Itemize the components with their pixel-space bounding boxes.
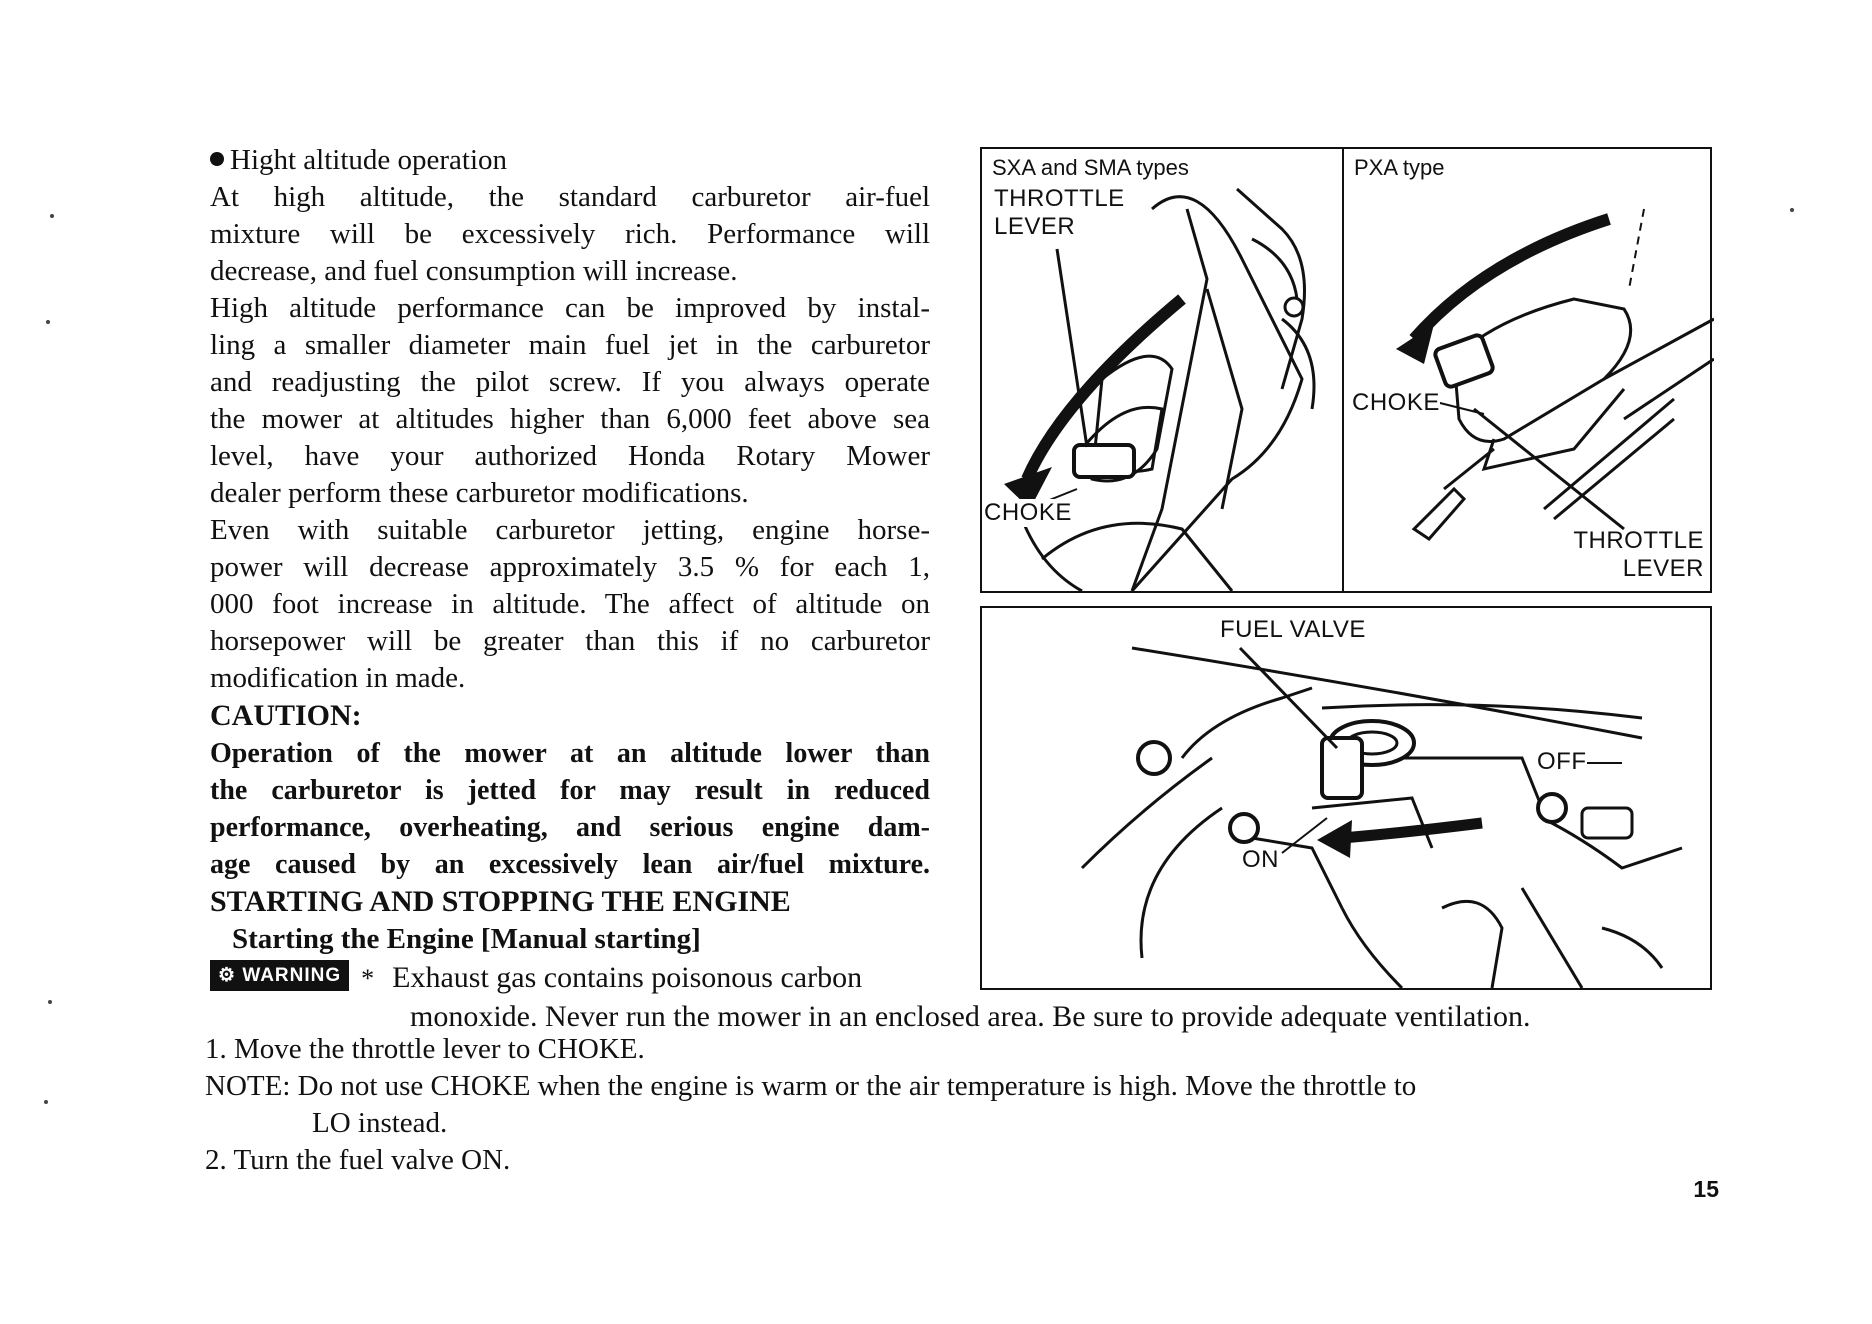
sub-title: Starting the Engine [Manual starting] [232, 923, 701, 955]
caution-text [210, 735, 930, 883]
fuel-valve-figure [980, 606, 1712, 990]
scan-mark [1790, 208, 1794, 212]
lever-label: LEVER [994, 213, 1076, 240]
note-line-2: LO instead. [312, 1107, 448, 1139]
step-1: 1. Move the throttle lever to CHOKE. [205, 1033, 645, 1065]
text-line: Even with suitable carburetor jetting, engine horse- [210, 514, 930, 546]
asterisk: * [361, 964, 375, 993]
right-throttle-label: THROTTLE [1573, 527, 1704, 554]
section-title: STARTING AND STOPPING THE ENGINE [210, 885, 791, 918]
warning-badge: ⚙ WARNING [210, 960, 349, 991]
page-number: 15 [1693, 1176, 1719, 1202]
text-line: the mower at altitudes higher than 6,000 feet above sea [210, 403, 930, 435]
on-label: ON [1242, 846, 1279, 873]
text-line: horsepower will be greater than this if no carburetor [210, 625, 930, 657]
fuel-valve-label: FUEL VALVE [1220, 616, 1366, 643]
choke-label: CHOKE [984, 499, 1072, 526]
text-line: 000 foot increase in altitude. The affect of altitude on [210, 588, 930, 620]
text-line: power will decrease approximately 3.5 % for each 1, [210, 551, 930, 583]
bullet-icon [210, 152, 224, 166]
paragraph-2 [210, 290, 930, 512]
pxa-throttle-illustration [1344, 149, 1714, 591]
off-label: OFF [1537, 748, 1587, 775]
text-line: the carburetor is jetted for may result in reduced [210, 775, 930, 806]
text-line: mixture will be excessively rich. Performance will [210, 218, 930, 250]
paragraph-1 [210, 179, 930, 290]
text-line: dealer perform these carburetor modifications. [210, 477, 749, 509]
scan-mark [50, 214, 54, 218]
scan-mark [48, 1000, 52, 1004]
paragraph-3 [210, 512, 930, 697]
text-column [210, 142, 930, 958]
text-line: At high altitude, the standard carburetor air-fuel [210, 181, 930, 213]
warning-text-continued: monoxide. Never run the mower in an enclosed area. Be sure to provide adequate ventilation. [410, 1000, 1531, 1033]
text-line: modification in made. [210, 662, 466, 694]
text-line: decrease, and fuel consumption will increase. [210, 255, 738, 287]
warning-text: Exhaust gas contains poisonous carbon [392, 961, 863, 994]
right-choke-label: CHOKE [1352, 389, 1440, 416]
throttle-label: THROTTLE [994, 185, 1125, 212]
text-line: level, have your authorized Honda Rotary Mower [210, 440, 930, 472]
text-line: High altitude performance can be improved by instal- [210, 292, 930, 324]
text-line: performance, overheating, and serious engine dam- [210, 812, 930, 843]
scan-mark [46, 320, 50, 324]
note-line-1: NOTE: Do not use CHOKE when the engine is warm or the air temperature is high. Move the throttle to [205, 1070, 1417, 1102]
section-heading: Hight altitude operation [210, 142, 930, 179]
scan-mark [44, 1100, 48, 1104]
right-lever-label: LEVER [1622, 555, 1704, 582]
text-line: age caused by an excessively lean air/fuel mixture. [210, 849, 930, 880]
fuel-valve-illustration [982, 608, 1710, 988]
throttle-lever-figure [980, 147, 1712, 593]
step-2: 2. Turn the fuel valve ON. [205, 1144, 511, 1176]
text-line: and readjusting the pilot screw. If you always operate [210, 366, 930, 398]
left-panel-title: SXA and SMA types [992, 155, 1189, 180]
right-panel-title: PXA type [1354, 155, 1445, 180]
caution-heading: CAUTION: [210, 699, 362, 732]
text-line: ling a smaller diameter main fuel jet in the carburetor [210, 329, 930, 361]
text-line: Operation of the mower at an altitude lower than [210, 738, 930, 769]
